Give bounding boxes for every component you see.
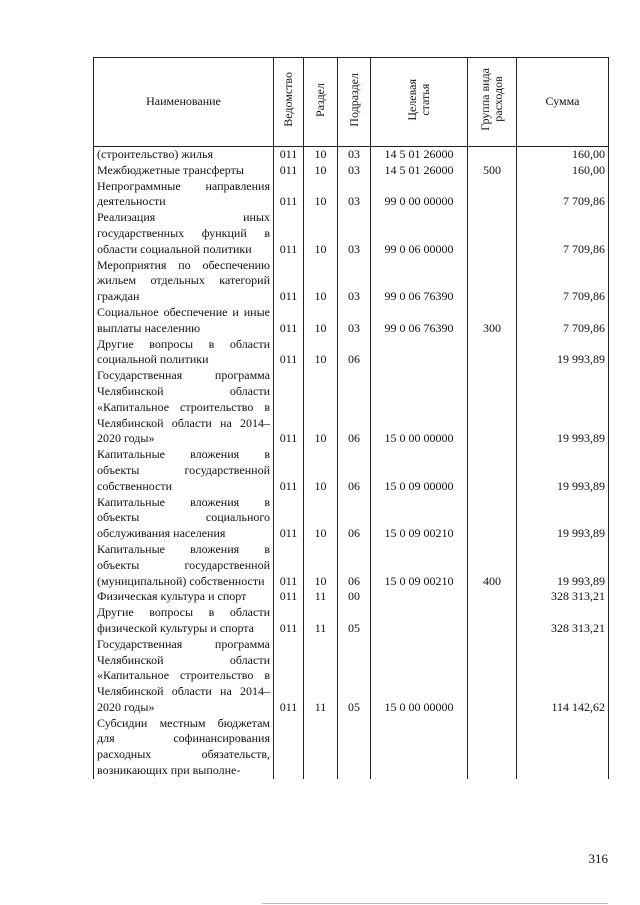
cell-vedomstvo: 011 <box>274 305 304 337</box>
cell-summa: 19 993,89 <box>517 495 609 542</box>
cell-celevaya-statya: 14 5 01 26000 <box>371 147 468 163</box>
cell-celevaya-statya: 14 5 01 26000 <box>371 163 468 179</box>
cell-podrazdel: 06 <box>338 368 371 447</box>
cell-razdel: 11 <box>304 637 338 716</box>
cell-gruppa-vida <box>468 447 517 494</box>
cell-gruppa-vida <box>468 368 517 447</box>
cell-razdel: 10 <box>304 147 338 163</box>
table-row <box>94 637 609 716</box>
cell-celevaya-statya <box>371 605 468 637</box>
cell-gruppa-vida: 400 <box>468 542 517 589</box>
cell-gruppa-vida: 300 <box>468 305 517 337</box>
cell-name: Мероприятия по обеспечению жильем отдельных категорий граждан <box>94 258 274 305</box>
header-summa: Сумма <box>517 58 609 147</box>
cell-celevaya-statya: 15 0 00 00000 <box>371 637 468 716</box>
header-name: Наименование <box>94 58 274 147</box>
cell-razdel: 11 <box>304 589 338 605</box>
cell-podrazdel: 03 <box>338 258 371 305</box>
cell-celevaya-statya: 15 0 09 00000 <box>371 447 468 494</box>
cell-summa: 7 709,86 <box>517 305 609 337</box>
cell-podrazdel: 06 <box>338 447 371 494</box>
table-row <box>94 210 609 257</box>
header-gruppa-vida-rashodov: Группа вида расходов <box>468 58 517 147</box>
header-celevaya-statya: Целевая статья <box>371 58 468 147</box>
cell-gruppa-vida <box>468 258 517 305</box>
cell-vedomstvo <box>274 716 304 779</box>
cell-summa: 7 709,86 <box>517 258 609 305</box>
cell-podrazdel <box>338 716 371 779</box>
header-podrazdel: Подраздел <box>338 58 371 147</box>
cell-celevaya-statya: 99 0 06 76390 <box>371 305 468 337</box>
cell-gruppa-vida <box>468 637 517 716</box>
cell-name: Капитальные вложения в объекты государственной собственности <box>94 447 274 494</box>
table-row <box>94 163 609 179</box>
page-number: 316 <box>588 851 608 866</box>
cell-vedomstvo: 011 <box>274 179 304 211</box>
cell-summa: 160,00 <box>517 147 609 163</box>
header-vedomstvo: Ведомство <box>274 58 304 147</box>
table-row <box>94 337 609 369</box>
cell-name: (строительство) жилья <box>94 147 274 163</box>
cell-summa: 114 142,62 <box>517 637 609 716</box>
cell-celevaya-statya: 15 0 09 00210 <box>371 542 468 589</box>
cell-razdel: 10 <box>304 258 338 305</box>
table-row <box>94 447 609 494</box>
cell-vedomstvo: 011 <box>274 210 304 257</box>
cell-vedomstvo: 011 <box>274 147 304 163</box>
cell-name: Реализация иных государственных функций в области социальной политики <box>94 210 274 257</box>
table-row <box>94 179 609 211</box>
cell-celevaya-statya: 99 0 00 00000 <box>371 179 468 211</box>
table-body <box>94 147 609 779</box>
cell-podrazdel: 06 <box>338 337 371 369</box>
cell-summa: 19 993,89 <box>517 542 609 589</box>
table-row <box>94 147 609 163</box>
cell-summa: 7 709,86 <box>517 179 609 211</box>
cell-podrazdel: 03 <box>338 210 371 257</box>
cell-podrazdel: 00 <box>338 589 371 605</box>
cell-razdel: 10 <box>304 305 338 337</box>
cell-vedomstvo: 011 <box>274 589 304 605</box>
cell-gruppa-vida <box>468 179 517 211</box>
cell-summa: 328 313,21 <box>517 589 609 605</box>
cell-podrazdel: 05 <box>338 637 371 716</box>
cell-vedomstvo: 011 <box>274 542 304 589</box>
table-row <box>94 258 609 305</box>
cell-celevaya-statya <box>371 589 468 605</box>
cell-summa: 160,00 <box>517 163 609 179</box>
cell-name: Физическая культура и спорт <box>94 589 274 605</box>
cell-razdel: 10 <box>304 447 338 494</box>
cell-razdel: 10 <box>304 163 338 179</box>
cell-vedomstvo: 011 <box>274 258 304 305</box>
cell-summa: 19 993,89 <box>517 368 609 447</box>
cell-podrazdel: 03 <box>338 147 371 163</box>
table-header-row <box>94 58 609 147</box>
table-row <box>94 368 609 447</box>
cell-razdel <box>304 716 338 779</box>
cell-razdel: 10 <box>304 495 338 542</box>
cell-name: Непрограммные направления деятельности <box>94 179 274 211</box>
cell-name: Государственная программа Челябинской области «Капитальное строительство в Челябинской области на 2014–2020 годы» <box>94 637 274 716</box>
cell-celevaya-statya: 99 0 06 76390 <box>371 258 468 305</box>
table-row <box>94 716 609 779</box>
cell-name: Межбюджетные трансферты <box>94 163 274 179</box>
cell-name: Капитальные вложения в объекты государственной (муниципальной) собственности <box>94 542 274 589</box>
cell-celevaya-statya: 15 0 09 00210 <box>371 495 468 542</box>
cell-podrazdel: 06 <box>338 542 371 589</box>
cell-razdel: 11 <box>304 605 338 637</box>
cell-gruppa-vida <box>468 589 517 605</box>
cell-gruppa-vida <box>468 716 517 779</box>
table-row <box>94 495 609 542</box>
table-row <box>94 589 609 605</box>
cell-summa: 19 993,89 <box>517 447 609 494</box>
table-row <box>94 305 609 337</box>
cell-razdel: 10 <box>304 337 338 369</box>
header-razdel: Раздел <box>304 58 338 147</box>
cell-summa: 328 313,21 <box>517 605 609 637</box>
table-row <box>94 542 609 589</box>
cell-vedomstvo: 011 <box>274 637 304 716</box>
cell-vedomstvo: 011 <box>274 605 304 637</box>
cell-name: Субсидии местным бюджетам для софинансирования расходных обязательств, возникающих при выполне- <box>94 716 274 779</box>
cell-razdel: 10 <box>304 542 338 589</box>
cell-vedomstvo: 011 <box>274 163 304 179</box>
cell-celevaya-statya: 15 0 00 00000 <box>371 368 468 447</box>
cell-podrazdel: 03 <box>338 163 371 179</box>
cell-podrazdel: 05 <box>338 605 371 637</box>
cell-gruppa-vida <box>468 210 517 257</box>
cell-gruppa-vida <box>468 337 517 369</box>
cell-gruppa-vida <box>468 605 517 637</box>
cell-celevaya-statya: 99 0 06 00000 <box>371 210 468 257</box>
cell-summa: 19 993,89 <box>517 337 609 369</box>
cell-razdel: 10 <box>304 179 338 211</box>
cell-celevaya-statya <box>371 716 468 779</box>
cell-razdel: 10 <box>304 210 338 257</box>
cell-gruppa-vida <box>468 495 517 542</box>
cell-name: Государственная программа Челябинской области «Капитальное строительство в Челябинской области на 2014–2020 годы» <box>94 368 274 447</box>
cell-gruppa-vida <box>468 147 517 163</box>
cell-vedomstvo: 011 <box>274 368 304 447</box>
table-row <box>94 605 609 637</box>
cell-name: Капитальные вложения в объекты социального обслуживания населения <box>94 495 274 542</box>
cell-vedomstvo: 011 <box>274 495 304 542</box>
budget-table <box>93 57 609 779</box>
cell-name: Другие вопросы в области физической культуры и спорта <box>94 605 274 637</box>
cell-name: Другие вопросы в области социальной политики <box>94 337 274 369</box>
cell-celevaya-statya <box>371 337 468 369</box>
cell-podrazdel: 06 <box>338 495 371 542</box>
cell-summa <box>517 716 609 779</box>
cell-podrazdel: 03 <box>338 179 371 211</box>
cell-vedomstvo: 011 <box>274 447 304 494</box>
cell-name: Социальное обеспечение и иные выплаты населению <box>94 305 274 337</box>
cell-summa: 7 709,86 <box>517 210 609 257</box>
cell-gruppa-vida: 500 <box>468 163 517 179</box>
cell-razdel: 10 <box>304 368 338 447</box>
cell-podrazdel: 03 <box>338 305 371 337</box>
cell-vedomstvo: 011 <box>274 337 304 369</box>
